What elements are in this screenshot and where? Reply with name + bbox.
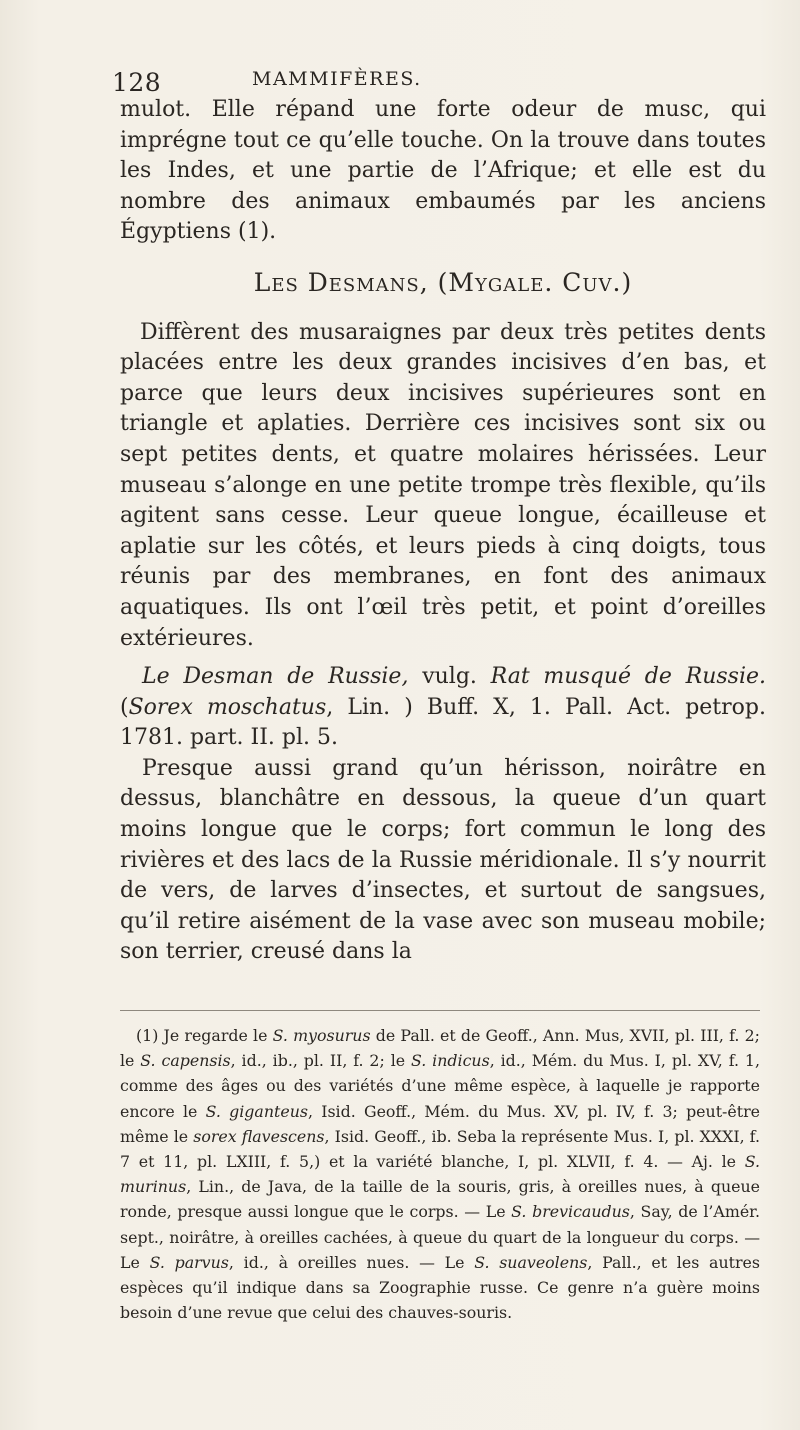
footnote-text: , id., à oreilles nues. — Le — [228, 1252, 475, 1272]
footnote-text: , id., ib., pl. II, f. 2; le — [230, 1051, 411, 1071]
paren-open: ( — [120, 694, 129, 720]
footnote-text: , id., Mém. du Mus. I, pl. XV, f. 1, comme des âges ou des variétés d’une même espèce, à laquelle je rapporte encore le — [120, 1051, 760, 1121]
footnote-text: , Isid. Geoff., ib. Seba la représente Mus. I, pl. XXXI, f. 7 et 11, pl. LXIII, f. 5,) et la variété blanche, I, pl. XLVII, f. 4. — Aj. le — [120, 1126, 760, 1172]
footnote-italic-name: S. capensis — [140, 1051, 231, 1071]
footnote-italic-name: S. brevicaudus — [511, 1202, 630, 1222]
footnote-rule — [120, 1010, 760, 1011]
footnote-text: (1) Je regarde le — [136, 1026, 273, 1045]
footnote-italic-name: S. giganteus — [205, 1101, 308, 1121]
species-reference: , Lin. ) Buff. X, 1. Pall. Act. petrop. 1781. part. II. pl. 5. — [120, 694, 766, 751]
genus-description: Diffèrent des musaraignes par deux très petites dents placées entre les deux grandes incisives d’en bas, et parce que leurs deux incisives supérieures sont en triangle et aplaties. Derrière ces incisives sont six ou sept petites dents, et quatre molaires hérissées. Leur museau s’alonge en une petite trompe très flexible, qu’ils agitent sans cesse. Leur queue longue, écailleuse et aplatie sur les côtés, et leurs pieds à cinq doigts, tous réunis par des membranes, en font des animaux aquatiques. Ils ont l’œil très petit, et point d’oreilles extérieures. — [120, 319, 766, 651]
footnote-text: , Lin., de Java, de la taille de la souris, gris, à oreilles nues, à queue ronde, presque aussi longue que le corps. — Le — [120, 1177, 760, 1222]
footnote — [120, 1023, 760, 1325]
footnote-text: de Pall. et de Geoff., Ann. Mus, XVII, pl. III, f. 2; le — [120, 1026, 760, 1071]
footnote-italic-name: S. suaveolens — [474, 1252, 588, 1272]
page-header — [112, 60, 632, 97]
footnote-italic-name: sorex flavescens — [193, 1126, 325, 1146]
intro-paragraph: mulot. Elle répand une forte odeur de musc, qui imprégne tout ce qu’elle touche. On la trouve dans toutes les Indes, et une partie de l’Afrique; et elle est du nombre des animaux embaumés par les anciens Égyptiens (1). — [120, 97, 766, 245]
footnote-text: , Pall., et les autres espèces qu’il indique dans sa Zoographie russe. Ce genre n’a guère moins besoin d’une revue que celui des chauves-souris. — [120, 1252, 760, 1323]
vulgar-name: Rat musqué de Russie. — [490, 664, 766, 690]
latin-name: Sorex moschatus — [128, 694, 327, 720]
main-text — [120, 95, 766, 968]
species-name: Le Desman de Russie, — [142, 664, 409, 690]
section-heading: Les Desmans, (Mygale. Cuv.) — [253, 267, 633, 297]
footnote-italic-name: S. myosurus — [272, 1026, 371, 1045]
footnote-italic-name: S. murinus — [120, 1152, 760, 1197]
footnote-italic-name: S. indicus — [411, 1051, 490, 1071]
page-number: 128 — [112, 68, 162, 97]
footnote-text: , Isid. Geoff., Mém. du Mus. XV, pl. IV, f. 3; peut-être même le — [120, 1101, 760, 1146]
running-head: MAMMIFÈRES. — [252, 68, 422, 90]
footnote-italic-name: S. parvus — [149, 1252, 229, 1272]
footnote-text: , Say, de l’Amér. sept., noirâtre, à oreilles cachées, à queue du quart de la longueur du corps. — Le — [120, 1202, 761, 1272]
species-entry — [120, 662, 766, 754]
species-description: Presque aussi grand qu’un hérisson, noirâtre en dessus, blanchâtre en dessous, la queue d’un quart moins longue que le corps; fort commun le long des rivières et des lacs de la Russie méridionale. Il s’y nourrit de vers, de larves d’insectes, et surtout de sangsues, qu’il retire aisément de la vase avec son museau mobile; son terrier, creusé dans la — [120, 755, 766, 965]
vulgar-prefix: vulg. — [422, 664, 477, 690]
